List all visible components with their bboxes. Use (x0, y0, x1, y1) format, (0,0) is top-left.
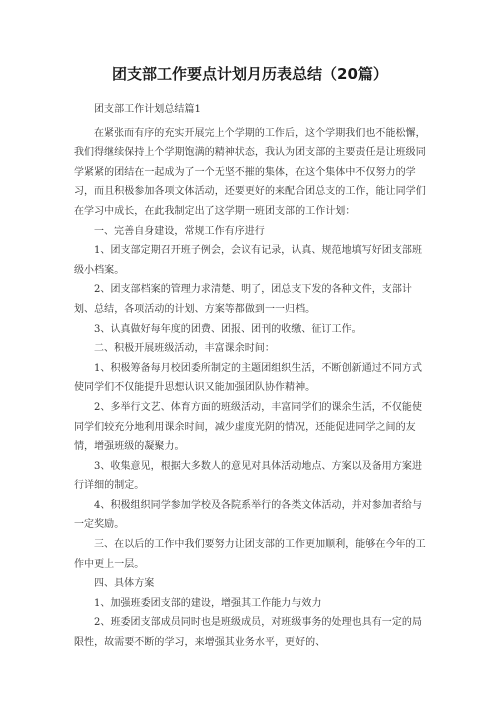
paragraph-item: 3、收集意见，根据大多数人的意见对具体活动地点、方案以及备用方案进行详细的制定。 (74, 460, 423, 492)
paragraph-item: 4、积极组织同学参加学校及各院系举行的各类文体活动，并对参加者给与一定奖励。 (74, 499, 423, 531)
section-heading: 团支部工作计划总结篇1 (94, 104, 201, 115)
document-body (74, 100, 430, 653)
document-title: 团支部工作要点计划月历表总结（20篇） (112, 65, 388, 83)
paragraph-item: 1、加强班委团支部的建设，增强其工作能力与效力 (94, 597, 322, 609)
paragraph-item: 1、团支部定期召开班子例会，会议有记录，认真、规范地填写好团支部班级小档案。 (74, 245, 423, 276)
paragraph-item: 2、团支部档案的管理力求清楚、明了，团总支下发的各种文件，支部计划、总结，各项活动的计划、方案等都做到一一归档。 (74, 284, 412, 315)
paragraph-section-1: 一、完善自身建设，常规工作有序进行 (94, 225, 265, 237)
paragraph-item: 2、多举行文艺、体育方面的班级活动，丰富同学们的课余生活，不仅能使同学们较充分地利用课余时间，减少虚度光阴的情况，还能促进同学之间的友情，增强班级的凝聚力。 (74, 401, 423, 453)
paragraph-section-2: 二、积极开展班级活动，丰富课余时间： (94, 343, 275, 355)
paragraph-section-3: 三、在以后的工作中我们要努力让团支部的工作更加顺利，能够在今年的工作中更上一层。 (74, 539, 426, 570)
paragraph-item: 2、班委团支部成员同时也是班级成员，对班级事务的处理也具有一定的局限性，故需要不断的学习，来增强其业务水平，更好的、 (74, 617, 423, 649)
paragraph-item: 3、认真做好每年度的团费、团报、团刊的收缴、征订工作。 (94, 323, 362, 335)
paragraph-item: 1、积极筹备每月校团委所制定的主题团组织生活，不断创新通过不同方式使同学们不仅能提升思想认识又能加强团队协作精神。 (74, 362, 423, 394)
paragraph-section-4: 四、具体方案 (94, 578, 155, 590)
paragraph-intro: 在紧张而有序的充实开展完上个学期的工作后，这个学期我们也不能松懈，我们得继续保持上个学期饱满的精神状态，我认为团支部的主要责任是让班级同学紧紧的团结在一起成为了一个无坚不摧的集体，在这个集体中不仅努力的学习，而且积极参加各项文体活动，还要更好的来配合团总支的工作，能让同学们在学习中成长，在此我制定出了这学期一班团支部的工作计划： (74, 127, 426, 217)
